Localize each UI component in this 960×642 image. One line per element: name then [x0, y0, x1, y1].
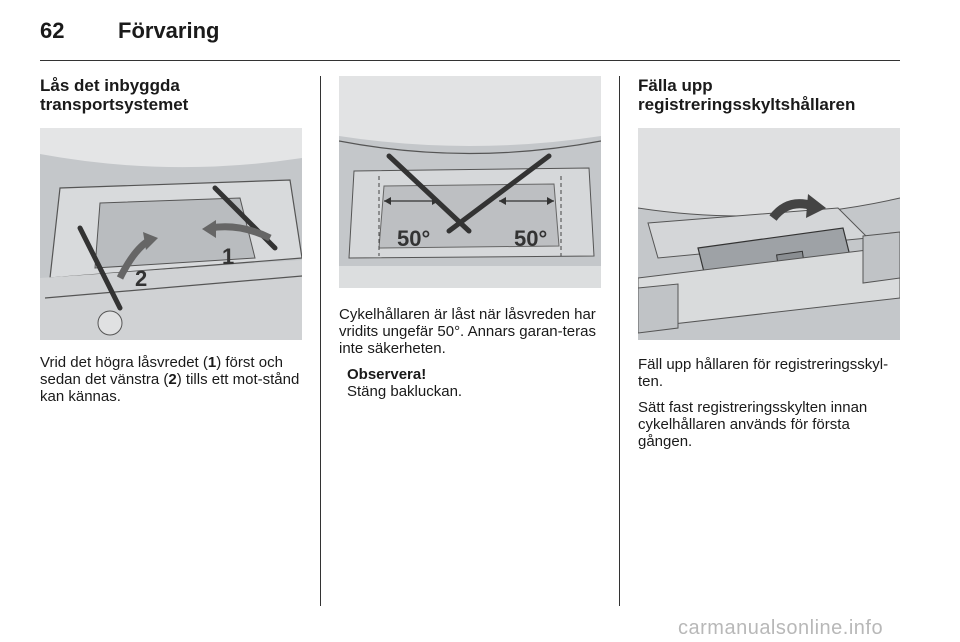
figure-plate-holder — [638, 128, 900, 340]
plate-holder-illustration — [638, 128, 900, 340]
instruction-paragraph-2: Sätt fast registreringsskylten innan cykelhållaren används för första gången. — [638, 399, 868, 450]
page-number: 62 — [40, 18, 65, 43]
figure-label-2: 2 — [135, 266, 148, 291]
angle-illustration — [339, 76, 601, 288]
text-run: ) tills ett mot-stånd kan kännas. — [40, 371, 300, 405]
note-text: Stäng bakluckan. — [347, 383, 463, 400]
figure-lock-knobs — [40, 128, 302, 340]
heading-line: registreringsskyltshållaren — [638, 95, 856, 114]
instruction-paragraph — [40, 354, 302, 405]
column-divider-1 — [320, 76, 321, 606]
header-rule — [40, 60, 900, 61]
section-heading-plate — [638, 76, 900, 114]
angle-label-left: 50° — [397, 226, 431, 251]
section-heading-lock — [40, 76, 302, 114]
text-run: ) först och sedan det vänstra ( — [40, 354, 283, 388]
column-divider-2 — [619, 76, 620, 606]
column-2 — [339, 76, 601, 400]
bold-ref-1: 1 — [207, 354, 217, 371]
note-title: Observera! — [347, 366, 427, 383]
lock-illustration — [40, 128, 302, 340]
page-title: Förvaring — [118, 18, 220, 43]
info-paragraph: Cykelhållaren är låst när låsvreden har vridits ungefär 50°. Annars garan-teras inte säkerheten. — [339, 306, 596, 357]
angle-label-right: 50° — [514, 226, 548, 251]
bold-ref-2: 2 — [168, 371, 177, 388]
heading-line: Fälla upp — [638, 76, 713, 95]
text-run: Vrid det högra låsvredet ( — [40, 354, 208, 371]
instruction-paragraph-1: Fäll upp hållaren för registreringsskyl-ten. — [638, 356, 889, 390]
watermark: carmanualsonline.info — [678, 617, 884, 639]
column-1 — [40, 76, 302, 405]
figure-lock-angle — [339, 76, 601, 288]
heading-line: Lås det inbyggda — [40, 76, 180, 95]
heading-line: transportsystemet — [40, 95, 189, 114]
figure-label-1: 1 — [222, 244, 235, 269]
column-3 — [638, 76, 900, 450]
